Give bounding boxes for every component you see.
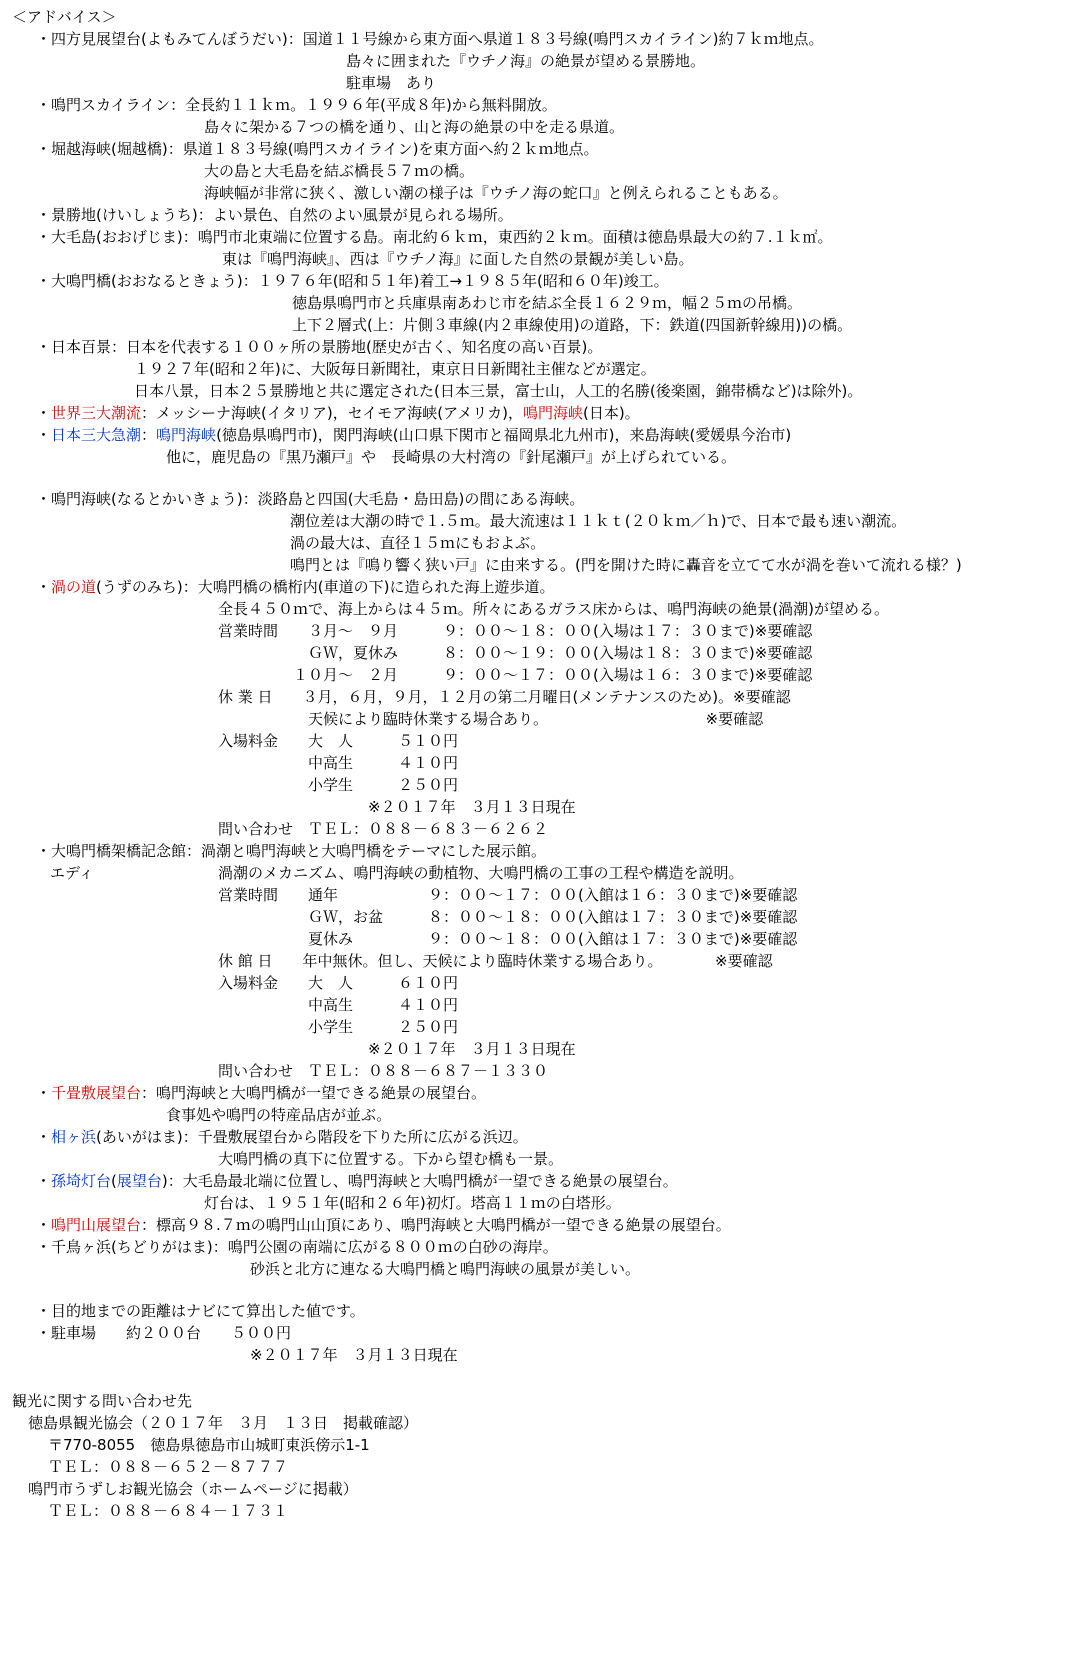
text-line: 営業時間 通年 ９：００～１７：００(入館は１６：３０まで)※要確認 (218, 886, 798, 904)
text-line: 食事処や鳴門の特産品店が並ぶ。 (166, 1106, 392, 1124)
text-line: ※２０１７年 ３月１３日現在 (218, 1040, 576, 1058)
text-line: 天候により臨時休業する場合あり。 ※要確認 (218, 710, 764, 728)
text-line: ※２０１７年 ３月１３日現在 (250, 1346, 458, 1364)
text-line: 灯台は、１９５１年(昭和２６年)初灯。塔高１１ｍの白塔形。 (204, 1194, 621, 1212)
text-line: ＴＥＬ：０８８－６５２－８７７７ (48, 1458, 289, 1476)
text-line: ・大鳴門橋(おおなるときょう)：１９７６年(昭和５１年)着工→１９８５年(昭和６０年)竣工。 (36, 272, 669, 290)
text-line: ・四方見展望台(よもみてんぼうだい)：国道１１号線から東方面へ県道１８３号線(鳴門スカイライン)約７ｋｍ地点。 (36, 30, 824, 48)
text-line: 営業時間 ３月～ ９月 ９：００～１８：００(入場は１７：３０まで)※要確認 (218, 622, 813, 640)
highlighted-term: 世界三大潮流 (51, 404, 142, 422)
text-line: ・千鳥ヶ浜(ちどりがはま)：鳴門公園の南端に広がる８００ｍの白砂の海岸。 (36, 1238, 558, 1256)
text-line: 鳴門市うずしお観光協会（ホームページに掲載） (28, 1480, 358, 1498)
text-line: 砂浜と北方に連なる大鳴門橋と鳴門海峡の風景が美しい。 (250, 1260, 641, 1278)
text-line: ＴＥＬ：０８８－６８４－１７３１ (48, 1502, 289, 1520)
highlighted-term: 相ヶ浜 (51, 1128, 97, 1146)
highlighted-term: 鳴門山展望台 (51, 1216, 142, 1234)
text-line: 島々に囲まれた『ウチノ海』の絶景が望める景勝地。 (346, 52, 705, 70)
text-line: 潮位差は大潮の時で１.５ｍ。最大流速は１１ｋｔ(２０ｋｍ／ｈ)で、日本で最も速い潮流。 (290, 512, 907, 530)
text-line: 中高生 ４１０円 (218, 754, 459, 772)
text-line: 徳島県鳴門市と兵庫県南あわじ市を結ぶ全長１６２９ｍ，幅２５ｍの吊橋。 (292, 294, 803, 312)
text-line: 日本八景，日本２５景勝地と共に選定された(日本三景，富士山，人工的名勝(後楽園，錦帯橋など)は除外)。 (134, 382, 863, 400)
text-line: 観光に関する問い合わせ先 (12, 1392, 193, 1410)
text-line: ・鳴門スカイライン：全長約１１ｋｍ。１９９６年(平成８年)から無料開放。 (36, 96, 557, 114)
highlighted-term: 日本三大急潮 (51, 426, 142, 444)
text-line: ・相ヶ浜(あいがはま)：千畳敷展望台から階段を下りた所に広がる浜辺。 (36, 1128, 528, 1146)
text-line: 駐車場 あり (346, 74, 437, 92)
highlighted-term: 孫埼灯台 (51, 1172, 112, 1190)
text-line: ・千畳敷展望台：鳴門海峡と大鳴門橋が一望できる絶景の展望台。 (36, 1084, 487, 1102)
text-line: ・孫埼灯台(展望台)：大毛島最北端に位置し、鳴門海峡と大鳴門橋が一望できる絶景の展望台。 (36, 1172, 678, 1190)
text-line: ＧＷ，夏休み ８：００～１９：００(入場は１８：３０まで)※要確認 (218, 644, 813, 662)
text-line: 大鳴門橋の真下に位置する。下から望む橋も一景。 (218, 1150, 564, 1168)
text-line: ・景勝地(けいしょうち)：よい景色、自然のよい風景が見られる場所。 (36, 206, 513, 224)
text-line: 問い合わせ ＴＥＬ：０８８－６８３－６２６２ (218, 820, 549, 838)
text-line: ・大鳴門橋架橋記念館：渦潮と鳴門海峡と大鳴門橋をテーマにした展示館。 (36, 842, 547, 860)
text-line: 休 業 日 ３月，６月，９月，１２月の第二月曜日(メンテナンスのため)。※要確認 (218, 688, 791, 706)
advice-heading: ＜アドバイス＞ (12, 8, 117, 26)
text-line: ＧＷ，お盆 ８：００～１８：００(入館は１７：３０まで)※要確認 (218, 908, 798, 926)
text-line: エディ (50, 864, 94, 882)
text-line: 問い合わせ ＴＥＬ：０８８－６８７－１３３０ (218, 1062, 549, 1080)
text-line: 入場料金 大 人 ５１０円 (218, 732, 459, 750)
highlighted-term: 鳴門海峡 (522, 404, 583, 422)
text-line: １０月～ ２月 ９：００～１７：００(入場は１６：３０まで)※要確認 (218, 666, 813, 684)
text-line: 夏休み ９：００～１８：００(入館は１７：３０まで)※要確認 (218, 930, 798, 948)
text-line: 他に，鹿児島の『黒乃瀬戸』や 長崎県の大村湾の『針尾瀬戸』が上げられている。 (166, 448, 737, 466)
text-line: 島々に架かる７つの橋を通り、山と海の絶景の中を走る県道。 (204, 118, 625, 136)
text-line: 海峡幅が非常に狭く、激しい潮の様子は『ウチノ海の蛇口』と例えられることもある。 (204, 184, 788, 202)
text-line: １９２７年(昭和２年)に、大阪毎日新聞社，東京日日新聞社主催などが選定。 (134, 360, 656, 378)
text-line: 休 館 日 年中無休。但し、天候により臨時休業する場合あり。 ※要確認 (218, 952, 773, 970)
text-line: ・駐車場 約２００台 ５００円 (36, 1324, 292, 1342)
text-line: 徳島県観光協会（２０１７年 ３月 １３日 掲載確認） (28, 1414, 419, 1432)
text-line: 大の島と大毛島を結ぶ橋長５７ｍの橋。 (204, 162, 475, 180)
text-line: 小学生 ２５０円 (218, 1018, 459, 1036)
text-line: ・鳴門海峡(なるとかいきょう)：淡路島と四国(大毛島・島田島)の間にある海峡。 (36, 490, 585, 508)
text-line: 全長４５０ｍで、海上からは４５ｍ。所々にあるガラス床からは、鳴門海峡の絶景(渦潮)が望める。 (218, 600, 889, 618)
highlighted-term: 渦の道 (51, 578, 97, 596)
text-line: ※２０１７年 ３月１３日現在 (218, 798, 576, 816)
highlighted-term: 鳴門海峡 (156, 426, 217, 444)
text-line: 鳴門とは『鳴り響く狭い戸』に由来する。(門を開けた時に轟音を立てて水が渦を巻いて流れる様？) (290, 556, 962, 574)
text-line: 〒770-8055 徳島県徳島市山城町東浜傍示1-1 (48, 1436, 370, 1454)
text-line: ・日本三大急潮：鳴門海峡(徳島県鳴門市)，関門海峡(山口県下関市と福岡県北九州市)，来島海峡(愛媛県今治市) (36, 426, 792, 444)
text-line: ・日本百景：日本を代表する１００ヶ所の景勝地(歴史が古く、知名度の高い百景)。 (36, 338, 603, 356)
text-line: 東は『鳴門海峡』、西は『ウチノ海』に面した自然の景観が美しい島。 (222, 250, 694, 268)
text-line: ・渦の道(うずのみち)：大鳴門橋の橋桁内(車道の下)に造られた海上遊歩道。 (36, 578, 555, 596)
text-line: 小学生 ２５０円 (218, 776, 459, 794)
text-line: ・目的地までの距離はナビにて算出した値です。 (36, 1302, 365, 1320)
highlighted-term: 展望台 (116, 1172, 162, 1190)
text-line: 入場料金 大 人 ６１０円 (218, 974, 459, 992)
text-line: ・大毛島(おおげじま)：鳴門市北東端に位置する島。南北約６ｋｍ，東西約２ｋｍ。面積は徳島県最大の約７.１ｋ㎡。 (36, 228, 833, 246)
text-line: 上下２層式(上：片側３車線(内２車線使用)の道路，下：鉄道(四国新幹線用))の橋。 (292, 316, 853, 334)
highlighted-term: 千畳敷展望台 (51, 1084, 142, 1102)
text-line: 中高生 ４１０円 (218, 996, 459, 1014)
text-line: 渦の最大は、直径１５ｍにもおよぶ。 (290, 534, 546, 552)
text-line: ・堀越海峡(堀越橋)：県道１８３号線(鳴門スカイライン)を東方面へ約２ｋｍ地点。 (36, 140, 599, 158)
text-line: 渦潮のメカニズム、鳴門海峡の動植物、大鳴門橋の工事の工程や構造を説明。 (218, 864, 744, 882)
text-line: ・世界三大潮流：メッシーナ海峡(イタリア)，セイモア海峡(アメリカ)，鳴門海峡(日本)。 (36, 404, 640, 422)
text-line: ・鳴門山展望台：標高９８.７ｍの鳴門山山頂にあり、鳴門海峡と大鳴門橋が一望できる絶景の展望台。 (36, 1216, 731, 1234)
